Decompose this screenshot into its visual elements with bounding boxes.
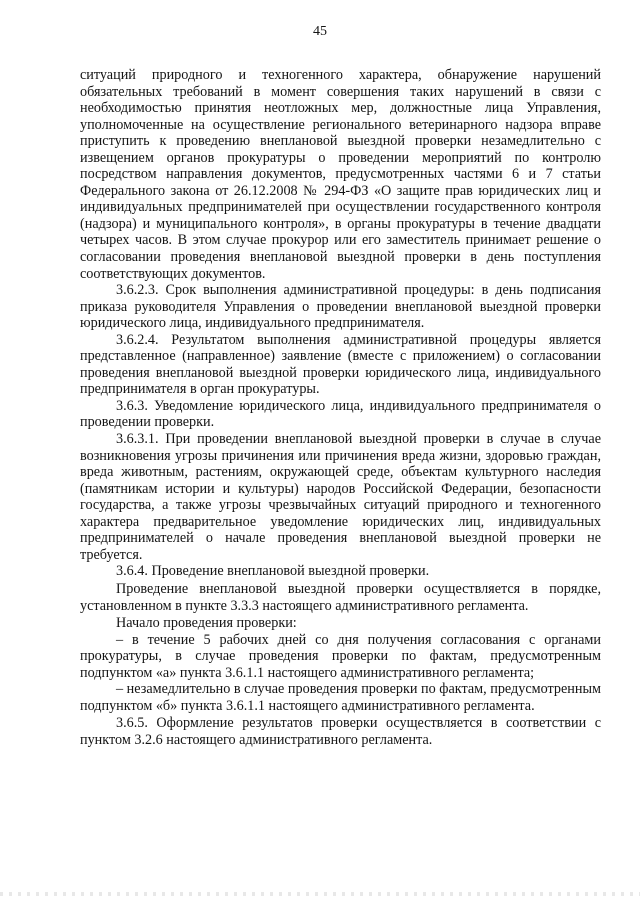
list-item-a: – в течение 5 рабочих дней со дня получения согласования с органами прокуратуры, в случае проведения проверки по фактам, предусмотренным подпунктом «а» пункта 3.6.1.1 настоящего административного регламента; <box>80 631 601 681</box>
list-item-b: – незамедлительно в случае проведения проверки по фактам, предусмотренным подпунктом «б» пункта 3.6.1.1 настоящего административного регламента. <box>80 681 601 714</box>
paragraph-3-6-2-4: 3.6.2.4. Результатом выполнения административной процедуры является представленное (направленное) заявление (вместе с приложением) о согласовании проведения внеплановой выездной проверки юридического лица, индивидуального предпринимателя в орган прокуратуры. <box>80 331 601 398</box>
paragraph-3-6-5: 3.6.5. Оформление результатов проверки осуществляется в соответствии с пунктом 3.2.6 настоящего административного регламента. <box>80 715 601 748</box>
paragraph-3-6-4-heading: 3.6.4. Проведение внеплановой выездной проверки. <box>116 563 430 580</box>
paragraph-procedure: Проведение внеплановой выездной проверки осуществляется в порядке, установленном в пункте 3.3.3 настоящего административного регламента. <box>80 580 601 614</box>
paragraph-3-6-3-1: 3.6.3.1. При проведении внеплановой выездной проверки в случае в случае возникновения угрозы причинения или причинения вреда жизни, здоровью граждан, вреда животным, растениям, окружающей среде, объектам культурного наследия (памятникам истории и культуры) народов Российской Федерации, безопасности государства, а также угрозы чрезвычайных ситуаций природного и техногенного характера предварительное уведомление юридических лиц, индивидуальных предпринимателей о начале проведения внеплановой выездной проверки не требуется. <box>80 431 601 563</box>
page-number: 45 <box>313 24 327 39</box>
paragraph-start-heading: Начало проведения проверки: <box>116 615 297 632</box>
paragraph-continuation: ситуаций природного и техногенного характера, обнаружение нарушений обязательных требований в момент совершения таких нарушений в связи с необходимостью принятия неотложных мер, должностные лица Управления, уполномоченные на осуществление регионального ветеринарного надзора вправе приступить к проведению внеплановой выездной проверки незамедлительно с извещением органов прокуратуры о проведении мероприятий по контролю посредством направления документов, предусмотренных частями 6 и 7 статьи Федерального закона от 26.12.2008 № 294-ФЗ «О защите прав юридических лиц и индивидуальных предпринимателей при осуществлении государственного контроля (надзора) и муниципального контроля», в органы прокуратуры в течение двадцати четырех часов. В этом случае прокурор или его заместитель принимает решение о согласовании проведения внеплановой выездной проверки в день поступления соответствующих документов. <box>80 67 601 282</box>
paragraph-3-6-3-heading: 3.6.3. Уведомление юридического лица, индивидуального предпринимателя о проведении проверки. <box>80 397 601 431</box>
scan-edge-artifact <box>0 892 640 896</box>
paragraph-3-6-2-3: 3.6.2.3. Срок выполнения административной процедуры: в день подписания приказа руководителя Управления о проведении внеплановой выездной проверки юридического лица, индивидуального предпринимателя. <box>80 282 601 332</box>
document-body <box>80 67 601 748</box>
